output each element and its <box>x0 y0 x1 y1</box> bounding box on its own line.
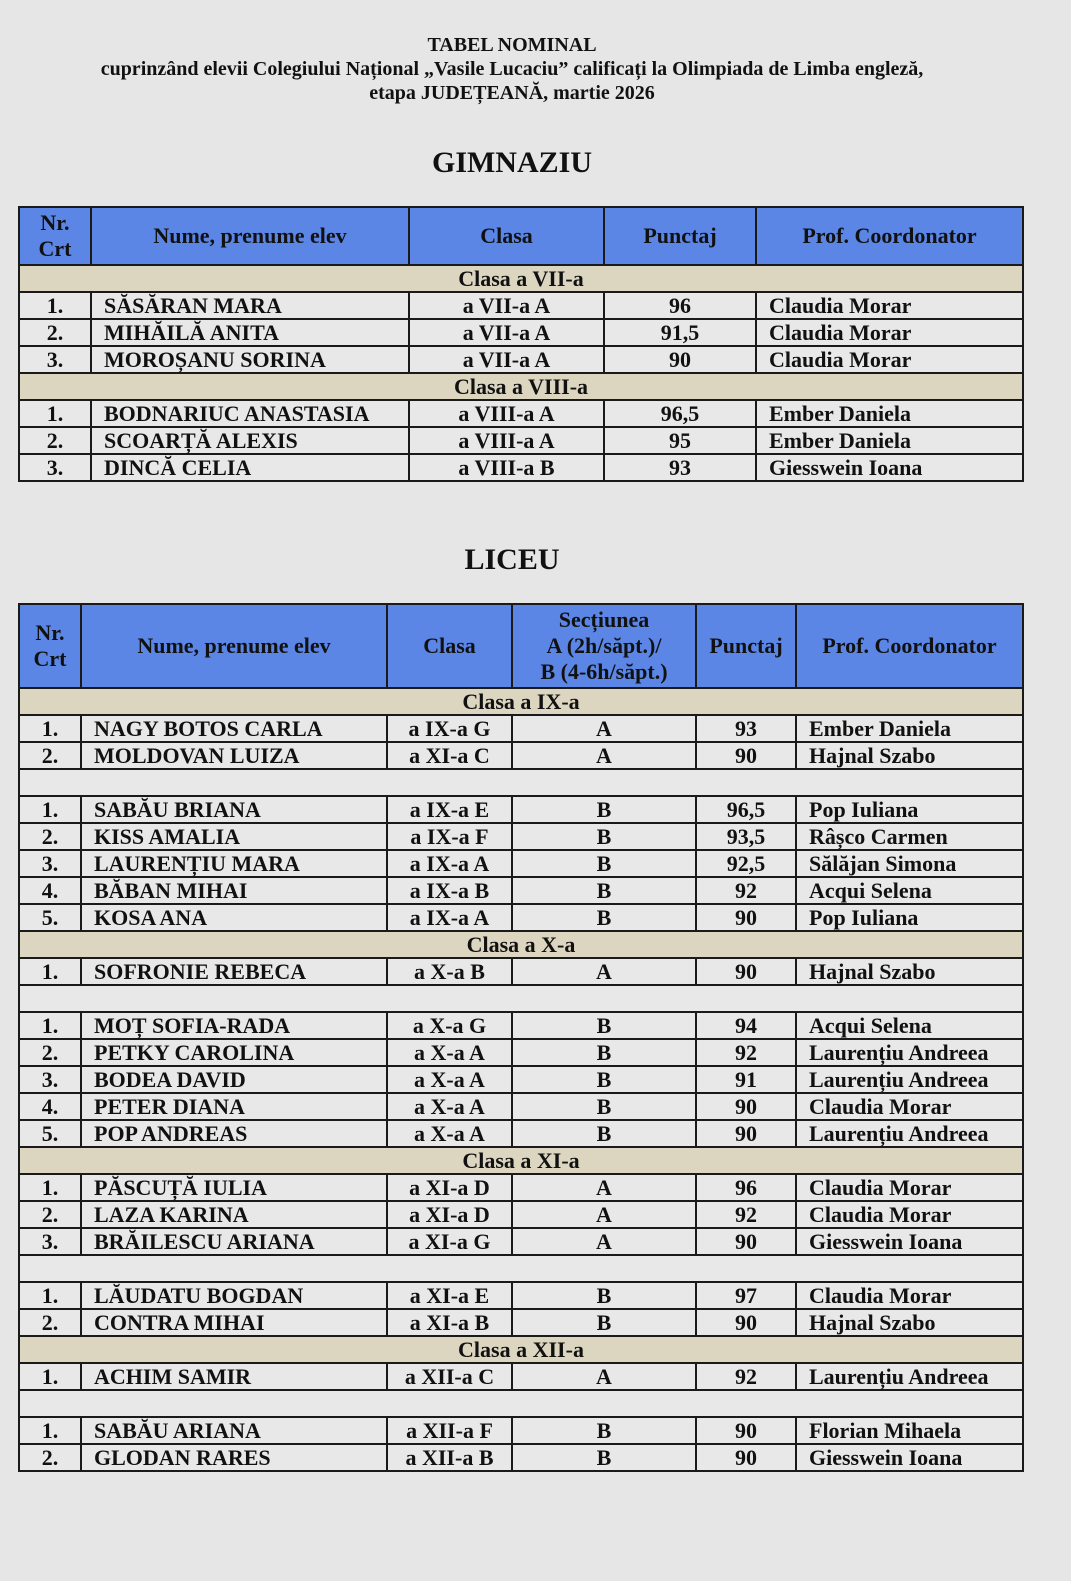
student-section: A <box>512 715 696 742</box>
coordinating-teacher: Claudia Morar <box>756 292 1023 319</box>
student-name: BODEA DAVID <box>81 1066 387 1093</box>
student-section: B <box>512 823 696 850</box>
student-score: 97 <box>696 1282 796 1309</box>
student-name: PĂSCUȚĂ IULIA <box>81 1174 387 1201</box>
coordinating-teacher: Laurențiu Andreea <box>796 1039 1023 1066</box>
student-class: a IX-a A <box>387 850 512 877</box>
student-score: 93,5 <box>696 823 796 850</box>
row-number: 2. <box>19 1444 81 1471</box>
table-row <box>19 1012 1023 1039</box>
student-score: 91,5 <box>604 319 756 346</box>
student-section: B <box>512 1039 696 1066</box>
student-section: B <box>512 796 696 823</box>
student-class: a XI-a C <box>387 742 512 769</box>
row-number: 1. <box>19 1174 81 1201</box>
row-number: 1. <box>19 715 81 742</box>
coordinating-teacher: Pop Iuliana <box>796 796 1023 823</box>
row-number: 5. <box>19 904 81 931</box>
coordinating-teacher: Hajnal Szabo <box>796 742 1023 769</box>
student-section: B <box>512 1066 696 1093</box>
table-row <box>19 796 1023 823</box>
table-row <box>19 1174 1023 1201</box>
table-row <box>19 1201 1023 1228</box>
row-number: 1. <box>19 292 91 319</box>
coordinating-teacher: Giesswein Ioana <box>756 454 1023 481</box>
table-row <box>19 1039 1023 1066</box>
student-section: B <box>512 904 696 931</box>
spacer-cell <box>19 1255 1023 1282</box>
row-number: 1. <box>19 1417 81 1444</box>
row-number: 3. <box>19 850 81 877</box>
student-class: a IX-a E <box>387 796 512 823</box>
student-class: a X-a A <box>387 1039 512 1066</box>
student-score: 92 <box>696 1201 796 1228</box>
coordinating-teacher: Hajnal Szabo <box>796 1309 1023 1336</box>
student-name: SĂSĂRAN MARA <box>91 292 409 319</box>
row-number: 2. <box>19 1039 81 1066</box>
table-row <box>19 715 1023 742</box>
section-heading-gimnaziu: GIMNAZIU <box>431 146 592 179</box>
table-row <box>19 904 1023 931</box>
coordinating-teacher: Ember Daniela <box>756 427 1023 454</box>
row-number: 2. <box>19 1201 81 1228</box>
class-group-label: Clasa a XII-a <box>19 1336 1023 1363</box>
student-section: A <box>512 958 696 985</box>
student-class: a VIII-a A <box>409 400 604 427</box>
student-score: 92,5 <box>696 850 796 877</box>
row-number: 5. <box>19 1120 81 1147</box>
table-row <box>19 1120 1023 1147</box>
student-name: SABĂU ARIANA <box>81 1417 387 1444</box>
table-row <box>19 823 1023 850</box>
student-name: DINCĂ CELIA <box>91 454 409 481</box>
student-score: 92 <box>696 1363 796 1390</box>
row-number: 4. <box>19 877 81 904</box>
student-class: a X-a A <box>387 1066 512 1093</box>
coordinating-teacher: Râșco Carmen <box>796 823 1023 850</box>
student-section: B <box>512 1282 696 1309</box>
row-number: 1. <box>19 1282 81 1309</box>
table-row <box>19 292 1023 319</box>
student-score: 90 <box>696 1093 796 1120</box>
class-group-label: Clasa a X-a <box>19 931 1023 958</box>
coordinating-teacher: Acqui Selena <box>796 877 1023 904</box>
student-name: SABĂU BRIANA <box>81 796 387 823</box>
table-row <box>19 1282 1023 1309</box>
student-name: CONTRA MIHAI <box>81 1309 387 1336</box>
coordinating-teacher: Laurențiu Andreea <box>796 1066 1023 1093</box>
student-score: 96,5 <box>696 796 796 823</box>
student-class: a XI-a D <box>387 1201 512 1228</box>
coordinating-teacher: Sălăjan Simona <box>796 850 1023 877</box>
student-score: 91 <box>696 1066 796 1093</box>
column-header-nr: Nr. Crt <box>19 207 91 265</box>
coordinating-teacher: Florian Mihaela <box>796 1417 1023 1444</box>
class-group-band <box>19 1147 1023 1174</box>
coordinating-teacher: Claudia Morar <box>796 1174 1023 1201</box>
coordinating-teacher: Pop Iuliana <box>796 904 1023 931</box>
student-section: B <box>512 850 696 877</box>
student-score: 90 <box>696 958 796 985</box>
coordinating-teacher: Laurențiu Andreea <box>796 1363 1023 1390</box>
student-score: 90 <box>696 1120 796 1147</box>
column-header-class: Clasa <box>409 207 604 265</box>
spacer-row <box>19 1390 1023 1417</box>
table-row <box>19 1066 1023 1093</box>
row-number: 1. <box>19 958 81 985</box>
student-name: KISS AMALIA <box>81 823 387 850</box>
row-number: 4. <box>19 1093 81 1120</box>
student-score: 90 <box>696 904 796 931</box>
student-name: ACHIM SAMIR <box>81 1363 387 1390</box>
student-section: B <box>512 877 696 904</box>
spacer-row <box>19 985 1023 1012</box>
coordinating-teacher: Ember Daniela <box>756 400 1023 427</box>
student-class: a X-a B <box>387 958 512 985</box>
column-header-nr: Nr. Crt <box>19 604 81 688</box>
student-name: SOFRONIE REBECA <box>81 958 387 985</box>
student-class: a IX-a G <box>387 715 512 742</box>
student-score: 93 <box>696 715 796 742</box>
student-score: 93 <box>604 454 756 481</box>
coordinating-teacher: Laurențiu Andreea <box>796 1120 1023 1147</box>
row-number: 1. <box>19 1012 81 1039</box>
column-header-section: Secțiunea A (2h/săpt.)/ B (4-6h/săpt.) <box>512 604 696 688</box>
student-class: a X-a A <box>387 1093 512 1120</box>
student-score: 92 <box>696 1039 796 1066</box>
spacer-row <box>19 769 1023 796</box>
student-name: GLODAN RARES <box>81 1444 387 1471</box>
section-heading-liceu: LICEU <box>464 543 560 576</box>
class-group-label: Clasa a XI-a <box>19 1147 1023 1174</box>
coordinating-teacher: Ember Daniela <box>796 715 1023 742</box>
liceu-table <box>18 603 1024 1472</box>
table-row <box>19 1363 1023 1390</box>
student-class: a X-a A <box>387 1120 512 1147</box>
student-name: PETER DIANA <box>81 1093 387 1120</box>
student-name: NAGY BOTOS CARLA <box>81 715 387 742</box>
table-row <box>19 400 1023 427</box>
class-group-label: Clasa a VII-a <box>19 265 1023 292</box>
student-name: LĂUDATU BOGDAN <box>81 1282 387 1309</box>
student-section: A <box>512 1228 696 1255</box>
row-number: 3. <box>19 346 91 373</box>
table-row <box>19 742 1023 769</box>
table-row <box>19 850 1023 877</box>
student-section: A <box>512 1201 696 1228</box>
class-group-band <box>19 265 1023 292</box>
document-stage: etapa JUDEȚEANĂ, martie 2026 <box>369 82 655 104</box>
table-row <box>19 427 1023 454</box>
student-name: MOLDOVAN LUIZA <box>81 742 387 769</box>
student-name: MOROȘANU SORINA <box>91 346 409 373</box>
student-section: A <box>512 1363 696 1390</box>
student-score: 96 <box>696 1174 796 1201</box>
student-name: KOSA ANA <box>81 904 387 931</box>
row-number: 3. <box>19 454 91 481</box>
student-score: 90 <box>696 742 796 769</box>
row-number: 2. <box>19 319 91 346</box>
table-row <box>19 454 1023 481</box>
student-score: 96,5 <box>604 400 756 427</box>
student-name: PETKY CAROLINA <box>81 1039 387 1066</box>
student-section: B <box>512 1120 696 1147</box>
row-number: 2. <box>19 823 81 850</box>
student-name: BODNARIUC ANASTASIA <box>91 400 409 427</box>
row-number: 1. <box>19 796 81 823</box>
student-score: 90 <box>696 1444 796 1471</box>
student-name: MOȚ SOFIA-RADA <box>81 1012 387 1039</box>
student-section: B <box>512 1012 696 1039</box>
spacer-cell <box>19 985 1023 1012</box>
column-header-score: Punctaj <box>604 207 756 265</box>
table-row <box>19 958 1023 985</box>
student-class: a XII-a B <box>387 1444 512 1471</box>
column-header-class: Clasa <box>387 604 512 688</box>
student-name: POP ANDREAS <box>81 1120 387 1147</box>
coordinating-teacher: Hajnal Szabo <box>796 958 1023 985</box>
coordinating-teacher: Claudia Morar <box>756 346 1023 373</box>
student-score: 94 <box>696 1012 796 1039</box>
coordinating-teacher: Giesswein Ioana <box>796 1228 1023 1255</box>
student-class: a XII-a F <box>387 1417 512 1444</box>
student-section: B <box>512 1444 696 1471</box>
student-name: LAURENȚIU MARA <box>81 850 387 877</box>
student-name: SCOARȚĂ ALEXIS <box>91 427 409 454</box>
student-score: 90 <box>696 1417 796 1444</box>
student-score: 90 <box>696 1228 796 1255</box>
document-title-block <box>0 33 1024 105</box>
table-row <box>19 1093 1023 1120</box>
table-header-row <box>19 604 1023 688</box>
column-header-name: Nume, prenume elev <box>81 604 387 688</box>
row-number: 2. <box>19 427 91 454</box>
class-group-band <box>19 1336 1023 1363</box>
coordinating-teacher: Giesswein Ioana <box>796 1444 1023 1471</box>
student-score: 95 <box>604 427 756 454</box>
student-class: a XI-a G <box>387 1228 512 1255</box>
row-number: 2. <box>19 742 81 769</box>
column-header-name: Nume, prenume elev <box>91 207 409 265</box>
student-class: a VII-a A <box>409 319 604 346</box>
table-row <box>19 1417 1023 1444</box>
row-number: 3. <box>19 1066 81 1093</box>
row-number: 1. <box>19 1363 81 1390</box>
class-group-label: Clasa a IX-a <box>19 688 1023 715</box>
class-group-label: Clasa a VIII-a <box>19 373 1023 400</box>
row-number: 3. <box>19 1228 81 1255</box>
student-section: A <box>512 1174 696 1201</box>
student-score: 92 <box>696 877 796 904</box>
row-number: 2. <box>19 1309 81 1336</box>
student-class: a VIII-a B <box>409 454 604 481</box>
student-class: a XI-a B <box>387 1309 512 1336</box>
student-name: MIHĂILĂ ANITA <box>91 319 409 346</box>
student-section: B <box>512 1093 696 1120</box>
student-class: a XI-a D <box>387 1174 512 1201</box>
student-section: A <box>512 742 696 769</box>
class-group-band <box>19 688 1023 715</box>
class-group-band <box>19 931 1023 958</box>
student-score: 90 <box>604 346 756 373</box>
column-header-teacher: Prof. Coordonator <box>796 604 1023 688</box>
student-class: a IX-a B <box>387 877 512 904</box>
student-name: BĂBAN MIHAI <box>81 877 387 904</box>
row-number: 1. <box>19 400 91 427</box>
document-title: TABEL NOMINAL <box>427 34 597 56</box>
student-name: LAZA KARINA <box>81 1201 387 1228</box>
spacer-row <box>19 1255 1023 1282</box>
coordinating-teacher: Claudia Morar <box>756 319 1023 346</box>
table-row <box>19 1228 1023 1255</box>
spacer-cell <box>19 1390 1023 1417</box>
student-class: a XI-a E <box>387 1282 512 1309</box>
table-row <box>19 1309 1023 1336</box>
table-row <box>19 319 1023 346</box>
coordinating-teacher: Claudia Morar <box>796 1093 1023 1120</box>
column-header-score: Punctaj <box>696 604 796 688</box>
student-section: B <box>512 1417 696 1444</box>
class-group-band <box>19 373 1023 400</box>
student-class: a XII-a C <box>387 1363 512 1390</box>
student-section: B <box>512 1309 696 1336</box>
student-class: a VIII-a A <box>409 427 604 454</box>
table-row <box>19 1444 1023 1471</box>
student-class: a VII-a A <box>409 346 604 373</box>
gimnaziu-table <box>18 206 1024 482</box>
table-row <box>19 346 1023 373</box>
coordinating-teacher: Claudia Morar <box>796 1282 1023 1309</box>
column-header-teacher: Prof. Coordonator <box>756 207 1023 265</box>
student-score: 96 <box>604 292 756 319</box>
student-class: a IX-a A <box>387 904 512 931</box>
student-score: 90 <box>696 1309 796 1336</box>
student-name: BRĂILESCU ARIANA <box>81 1228 387 1255</box>
student-class: a VII-a A <box>409 292 604 319</box>
table-row <box>19 877 1023 904</box>
coordinating-teacher: Claudia Morar <box>796 1201 1023 1228</box>
table-header-row <box>19 207 1023 265</box>
student-class: a X-a G <box>387 1012 512 1039</box>
coordinating-teacher: Acqui Selena <box>796 1012 1023 1039</box>
student-class: a IX-a F <box>387 823 512 850</box>
document-subtitle: cuprinzând elevii Colegiului Național „Vasile Lucaciu” calificați la Olimpiada de Limba engleză, <box>100 58 924 80</box>
spacer-cell <box>19 769 1023 796</box>
